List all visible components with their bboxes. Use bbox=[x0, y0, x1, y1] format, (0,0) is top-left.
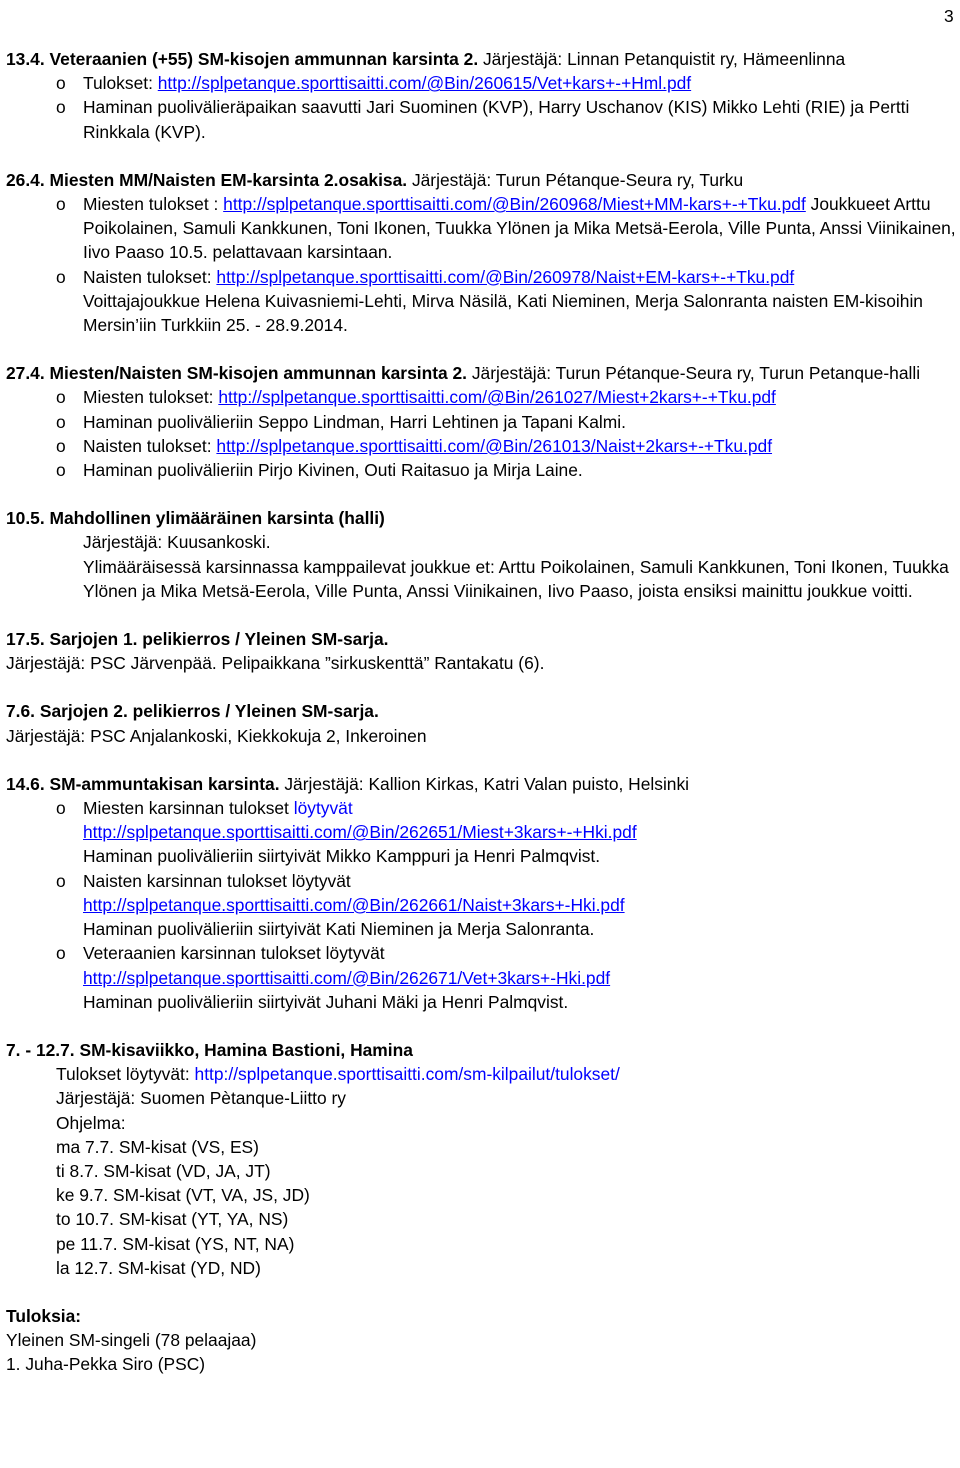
section-heading: 13.4. Veteraanien (+55) SM-kisojen ammunnan karsinta 2. bbox=[6, 49, 479, 69]
program-item: to 10.7. SM-kisat (YT, YA, NS) bbox=[56, 1209, 289, 1230]
results-link[interactable]: http://splpetanque.sporttisaitti.com/sm-kilpailut/tulokset/ bbox=[194, 1064, 620, 1085]
results-line: 1. Juha-Pekka Siro (PSC) bbox=[6, 1354, 206, 1375]
list-item: o Miesten karsinnan tulokset löytyvät bbox=[56, 798, 353, 819]
section-heading: 7. - 12.7. SM-kisaviikko, Hamina Bastioni, Hamina bbox=[6, 1039, 413, 1060]
section-sm-week: 7. - 12.7. SM-kisaviikko, Hamina Bastioni, Hamina Tulokset löytyvät: http://splpetanque.sporttisaitti.com/sm-kilpailut/tulokset/ Järjestäjä: Suomen Pètanque-Liitto ry Ohjelma: ma 7.7. SM-kisat (VS, ES) ti 8.7. SM-kisat (VD, JA, JT) ke 9.7. SM-kisat (VT, VA, JS, JD) to 10.7. SM-kisat (YT, YA, NS) pe 11.7. SM-kisat (YS, NT, NA) la 12.7. SM-kisat (YD, ND) bbox=[6, 1038, 956, 1280]
section-heading: 7.6. Sarjojen 2. pelikierros / Yleinen SM-sarja. bbox=[6, 701, 379, 722]
organizer-text: Järjestäjä: PSC Anjalankoski, Kiekkokuja 2, Inkeroinen bbox=[6, 725, 427, 746]
list-item: o Naisten tulokset: http://splpetanque.sporttisaitti.com/@Bin/261013/Naist+2kars+-+Tku.pdf bbox=[56, 435, 773, 456]
results-line: Yleinen SM-singeli (78 pelaajaa) bbox=[6, 1330, 257, 1351]
document-body bbox=[6, 47, 956, 1377]
section-heading: 14.6. SM-ammuntakisan karsinta. bbox=[6, 773, 280, 794]
section-heading: 17.5. Sarjojen 1. pelikierros / Yleinen SM-sarja. bbox=[6, 629, 389, 650]
mens-results-link[interactable]: http://splpetanque.sporttisaitti.com/@Bin/261027/Miest+2kars+-+Tku.pdf bbox=[218, 387, 776, 408]
program-item: ma 7.7. SM-kisat (VS, ES) bbox=[56, 1136, 259, 1157]
paragraph: Ylimääräisessä karsinnassa kamppailevat joukkue et: Arttu Poikolainen, Samuli Kankkunen, Toni Ikonen, Tuukka Ylönen ja Mika Metsä-Eerola, Ville Punta, Anssi Viinikainen, Iivo Paaso, joista ensiksi mainittu joukkue voitti. bbox=[83, 556, 949, 601]
section-sm-qualifier-2 bbox=[6, 361, 956, 482]
section-results bbox=[6, 1304, 956, 1377]
organizer-text: Järjestäjä: Linnan Petanquistit ry, Hämeenlinna bbox=[478, 49, 846, 69]
organizer-text: Järjestäjä: Suomen Pètanque-Liitto ry bbox=[56, 1088, 347, 1109]
section-veteran-qualifier bbox=[6, 47, 956, 144]
section-heading: 27.4. Miesten/Naisten SM-kisojen ammunnan karsinta 2. bbox=[6, 363, 468, 384]
page-number: 3 bbox=[944, 6, 954, 26]
list-item: o Tulokset: http://splpetanque.sporttisaitti.com/@Bin/260615/Vet+kars+-+Hml.pdf bbox=[56, 73, 692, 94]
section-heading: 26.4. Miesten MM/Naisten EM-karsinta 2.osakisa. bbox=[6, 169, 408, 190]
section-series-round-1 bbox=[6, 627, 956, 675]
list-item: o Miesten tulokset: http://splpetanque.sporttisaitti.com/@Bin/261027/Miest+2kars+-+Tku.pdf bbox=[56, 387, 776, 408]
womens-results-link[interactable]: http://splpetanque.sporttisaitti.com/@Bin/260978/Naist+EM-kars+-+Tku.pdf bbox=[216, 266, 795, 287]
list-item: o Veteraanien karsinnan tulokset löytyvät bbox=[56, 943, 385, 964]
section-heading: Tuloksia: bbox=[6, 1305, 82, 1326]
womens-note: Voittajajoukkue Helena Kuivasniemi-Lehti, Mirva Näsilä, Kati Nieminen, Merja Salonranta naisten EM-kisoihin Mersin’iin Turkkiin 25. - 28.9.2014. bbox=[83, 290, 923, 336]
mens-results-link[interactable]: http://splpetanque.sporttisaitti.com/@Bin/260968/Miest+MM-kars+-+Tku.pdf bbox=[223, 194, 806, 215]
organizer-text: Järjestäjä: Kuusankoski. bbox=[83, 532, 271, 553]
list-item: o Haminan puolivälieriin Seppo Lindman, Harri Lehtinen ja Tapani Kalmi. bbox=[56, 411, 626, 432]
mens-results-link[interactable]: http://splpetanque.sporttisaitti.com/@Bin/262651/Miest+3kars+-+Hki.pdf bbox=[83, 822, 637, 843]
section-shooting-qualifier: 14.6. SM-ammuntakisan karsinta. Järjestäjä: Kallion Kirkas, Katri Valan puisto, Helsinki o Miesten karsinnan tulokset löytyvät http://splpetanque.sporttisaitti.com/@Bin/262651/Miest+3kars+-+Hki.pdf Haminan puolivälieriin siirtyivät Mikko Kamppuri ja Henri Palmqvist. o Naisten karsinnan tulokset löytyvät http://splpetanque.sporttisaitti.com/@Bin/262661/Naist+3kars+-Hki.pdf Haminan puolivälieriin siirtyivät Kati Nieminen ja Merja Salonranta. o Veteraanien karsinnan tulokset löytyvät http://splpetanque.sporttisaitti.com/@Bin/262671/Vet+3kars+-Hki.pdf Haminan puolivälieriin siirtyivät Juhani Mäki ja Henri Palmqvist. bbox=[6, 772, 956, 1014]
program-item: ti 8.7. SM-kisat (VD, JA, JT) bbox=[56, 1160, 271, 1181]
section-heading: 10.5. Mahdollinen ylimääräinen karsinta (halli) bbox=[6, 508, 385, 529]
womens-results-link[interactable]: http://splpetanque.sporttisaitti.com/@Bin/261013/Naist+2kars+-+Tku.pdf bbox=[216, 435, 773, 456]
program-item: pe 11.7. SM-kisat (YS, NT, NA) bbox=[56, 1233, 295, 1254]
veterans-results-link[interactable]: http://splpetanque.sporttisaitti.com/@Bin/262671/Vet+3kars+-Hki.pdf bbox=[83, 967, 611, 988]
organizer-text: Järjestäjä: Kallion Kirkas, Katri Valan puisto, Helsinki bbox=[279, 773, 690, 794]
organizer-text: Järjestäjä: Turun Pétanque-Seura ry, Turku bbox=[407, 169, 744, 190]
list-item: o Miesten tulokset : http://splpetanque.sporttisaitti.com/@Bin/260968/Miest+MM-kars+-+Tku.pdf Joukkueet Arttu Poikolainen, Samuli Kankkunen, Toni Ikonen, Tuukka Ylönen ja Mika Metsä-Eerola, Ville Punta, Anssi Viinikainen, Iivo Paaso 10.5. pelattavaan karsintaan. bbox=[56, 194, 956, 263]
results-link[interactable]: http://splpetanque.sporttisaitti.com/@Bin/260615/Vet+kars+-+Hml.pdf bbox=[157, 73, 692, 94]
program-label: Ohjelma: bbox=[56, 1112, 126, 1133]
section-extra-qualifier bbox=[6, 506, 956, 603]
organizer-text: Järjestäjä: PSC Järvenpää. Pelipaikkana ”sirkuskenttä” Rantakatu (6). bbox=[6, 653, 545, 674]
list-item: o Naisten tulokset: http://splpetanque.sporttisaitti.com/@Bin/260978/Naist+EM-kars+-+Tku.pdf bbox=[56, 266, 795, 287]
program-item: la 12.7. SM-kisat (YD, ND) bbox=[56, 1257, 261, 1278]
program-item: ke 9.7. SM-kisat (VT, VA, JS, JD) bbox=[56, 1185, 310, 1206]
organizer-text: Järjestäjä: Turun Pétanque-Seura ry, Turun Petanque-halli bbox=[467, 363, 921, 384]
section-series-round-2 bbox=[6, 699, 956, 747]
list-item: o Haminan puolivälieräpaikan saavutti Jari Suominen (KVP), Harry Uschanov (KIS) Mikko Lehti (RIE) ja Pertti Rinkkala (KVP). bbox=[56, 97, 910, 142]
womens-results-link[interactable]: http://splpetanque.sporttisaitti.com/@Bin/262661/Naist+3kars+-Hki.pdf bbox=[83, 894, 625, 915]
list-item: o Haminan puolivälieriin Pirjo Kivinen, Outi Raitasuo ja Mirja Laine. bbox=[56, 460, 583, 481]
section-mm-em-qualifier bbox=[6, 168, 956, 337]
list-item: o Naisten karsinnan tulokset löytyvät bbox=[56, 870, 351, 891]
